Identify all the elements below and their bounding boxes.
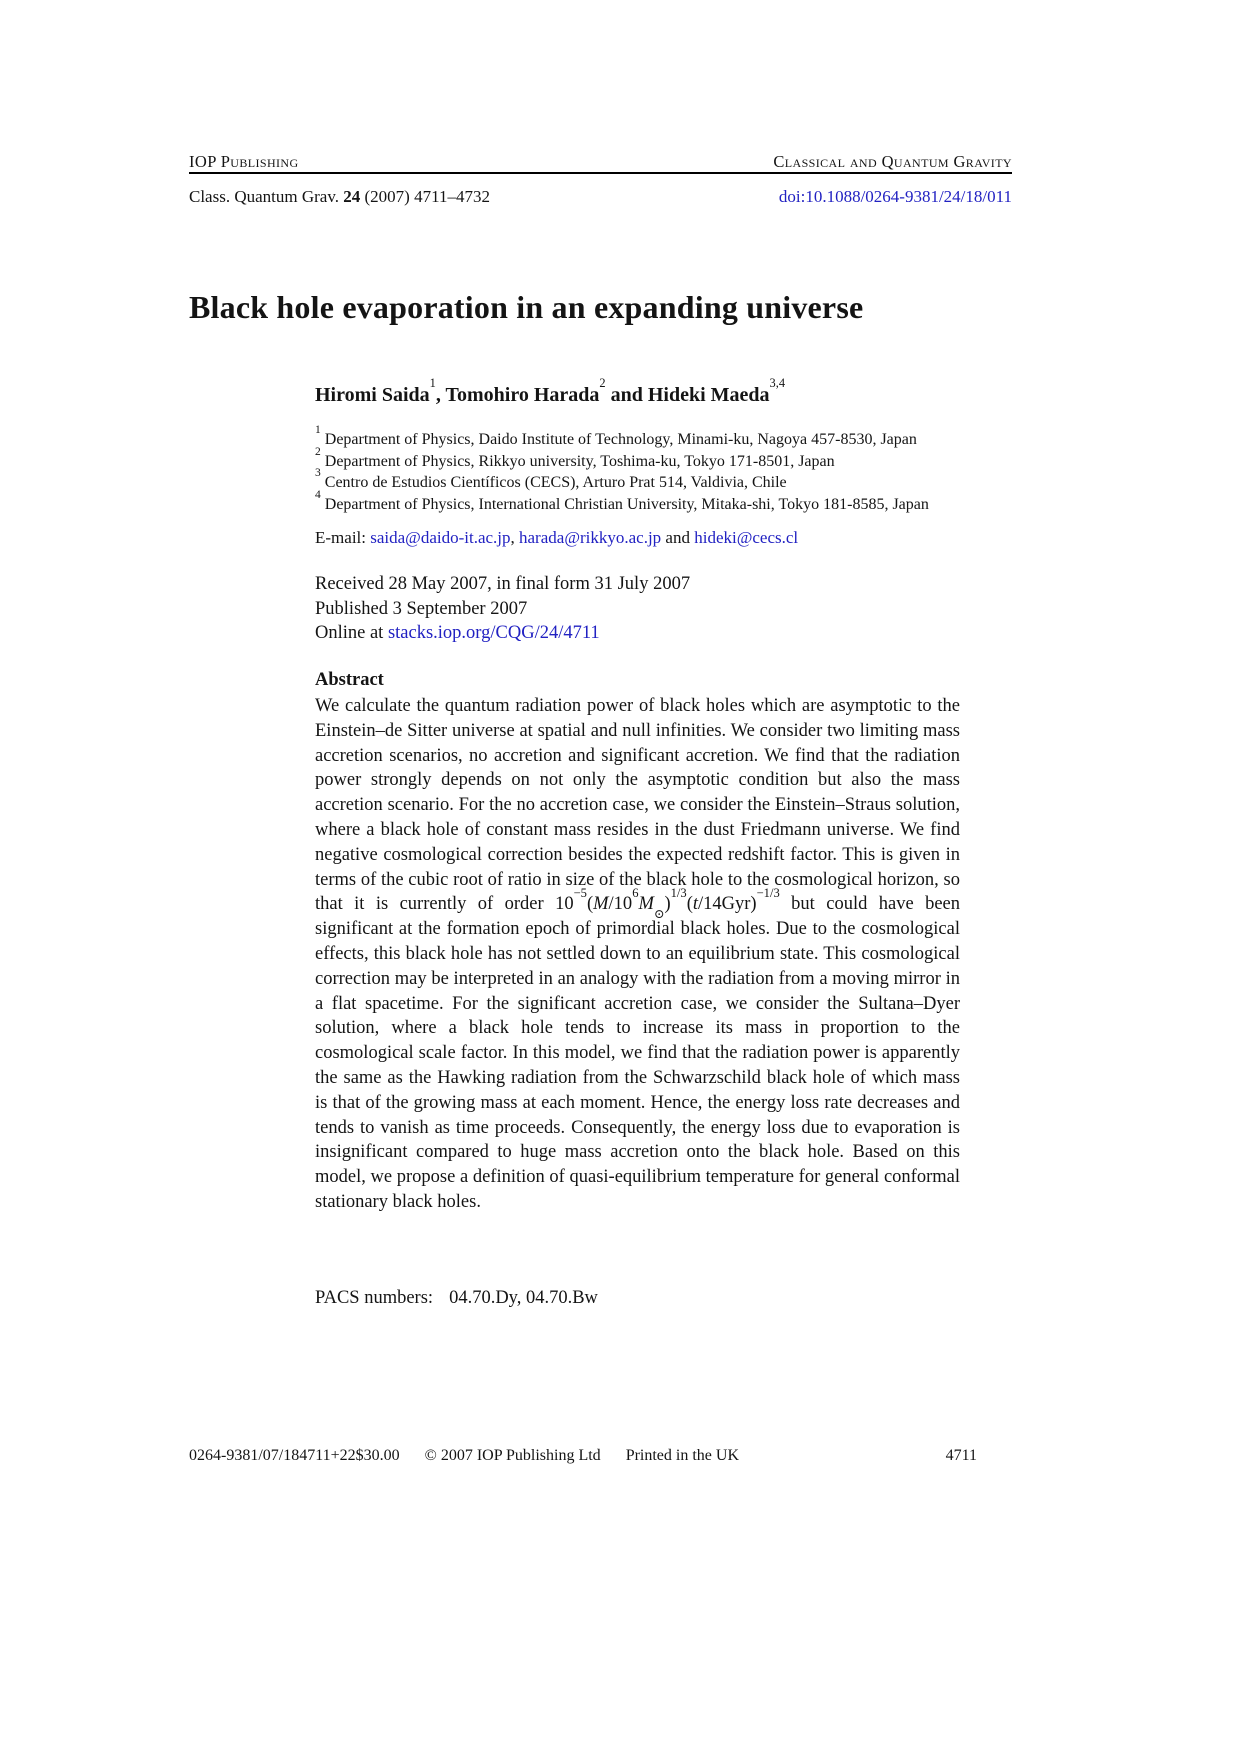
online-link[interactable]: stacks.iop.org/CQG/24/4711 bbox=[387, 623, 600, 643]
author-2: Tomohiro Harada bbox=[445, 384, 600, 406]
email-link-3[interactable]: hideki@cecs.cl bbox=[694, 528, 799, 547]
email-link-1[interactable]: saida@daido-it.ac.jp bbox=[370, 528, 511, 547]
affiliation-text: Department of Physics, International Christian University, Mitaka-shi, Tokyo 181-8585, Japan bbox=[324, 495, 929, 513]
citation-prefix: Class. Quantum Grav. bbox=[189, 187, 344, 206]
abstract-part-1: We calculate the quantum radiation power of black holes which are asymptotic to the Einstein–de Sitter universe at spatial and null infinities. We consider two limiting mass accretion scenarios, no accretion and significant accretion. We find that the radiation power strongly depends on not only the asymptotic condition but also the mass accretion scenario. For the no accretion case, we consider the Einstein–Straus solution, where a black hole of constant mass resides in the dust Friedmann universe. We find negative cosmological correction besides the expected redshift factor. This is given in terms of the cubic root of ratio in size of the black hole to the cosmological horizon, so that it is currently of order bbox=[315, 696, 960, 915]
affiliation-item bbox=[315, 467, 929, 494]
affiliation-text: Department of Physics, Daido Institute of Technology, Minami-ku, Nagoya 457-8530, Japan bbox=[324, 431, 917, 448]
abstract-part-2: but could have been significant at the formation epoch of primordial black holes. Due to the cosmological effects, this black hole has not settled down to an equilibrium state. This cosmological correction may be interpreted in an analogy with the radiation from a moving mirror in a flat spacetime. For the significant accretion case, we consider the Sultana–Dyer solution, where a black hole tends to increase its mass in proportion to the cosmological scale factor. In this model, we find that the radiation power is apparently the same as the Hawking radiation from the Schwarzschild black hole of which mass is that of the growing mass at each moment. Hence, the energy loss rate decreases and tends to vanish as time proceeds. Consequently, the energy loss due to evaporation is insignificant compared to huge mass accretion onto the black hole. Based on this model, we propose a definition of quasi-equilibrium temperature for general conformal stationary black holes. bbox=[315, 894, 961, 1212]
author-1: Hiromi Saida bbox=[315, 384, 430, 406]
author-1-affiliation-mark: 1 bbox=[429, 376, 436, 391]
affiliation-item bbox=[315, 488, 929, 516]
affiliations-list bbox=[315, 424, 929, 515]
citation-volume: 24 bbox=[343, 187, 361, 206]
pacs-line bbox=[315, 1288, 598, 1309]
citation bbox=[189, 187, 490, 207]
affiliation-text: Department of Physics, Rikkyo university, Toshima-ku, Tokyo 171-8501, Japan bbox=[324, 452, 835, 470]
header-rule bbox=[189, 172, 1012, 174]
affiliation-text: Centro de Estudios Científicos (CECS), Arturo Prat 514, Valdivia, Chile bbox=[324, 474, 787, 491]
email-separator: and bbox=[661, 528, 695, 547]
online-line bbox=[315, 621, 690, 646]
solar-mass-symbol: ⊙ bbox=[653, 906, 665, 921]
affiliation-number: 1 bbox=[315, 424, 321, 437]
citation-pages: (2007) 4711–4732 bbox=[360, 187, 490, 206]
affiliation-item bbox=[315, 424, 929, 451]
doi-link[interactable]: doi:10.1088/0264-9381/24/18/011 bbox=[778, 187, 1012, 206]
pacs-codes: 04.70.Dy, 04.70.Bw bbox=[449, 1288, 598, 1308]
journal-name: Classical and Quantum Gravity bbox=[773, 152, 1012, 171]
abstract-formula: $10^{-5}(M/10^6M_⊙)^{1/3}(t/14Gyr)^{-1/3}$ bbox=[555, 885, 780, 921]
affiliation-item bbox=[315, 445, 929, 473]
dates-block bbox=[315, 572, 690, 646]
footer-issn-price: 0264-9381/07/184711+22$30.00 bbox=[189, 1447, 400, 1464]
author-separator: , bbox=[435, 384, 446, 406]
footer-copyright: © 2007 IOP Publishing Ltd bbox=[424, 1447, 601, 1464]
citation-row bbox=[189, 187, 1012, 207]
journal-header bbox=[189, 152, 1012, 172]
email-link-2[interactable]: harada@rikkyo.ac.jp bbox=[519, 528, 662, 547]
email-label: E-mail: bbox=[315, 528, 371, 547]
publisher-name: IOP Publishing bbox=[189, 152, 299, 171]
abstract-text bbox=[315, 694, 960, 1215]
abstract-heading: Abstract bbox=[315, 670, 384, 690]
author-3-affiliation-mark: 3,4 bbox=[769, 376, 786, 391]
footer-printed: Printed in the UK bbox=[625, 1447, 740, 1464]
affiliation-number: 4 bbox=[315, 488, 321, 501]
author-separator: and bbox=[605, 384, 648, 406]
author-3: Hideki Maeda bbox=[647, 384, 770, 406]
author-2-affiliation-mark: 2 bbox=[599, 376, 606, 391]
affiliation-number: 2 bbox=[315, 445, 321, 458]
pacs-label: PACS numbers: bbox=[315, 1288, 434, 1308]
authors-line bbox=[315, 376, 786, 407]
email-separator: , bbox=[510, 528, 520, 547]
footer-left bbox=[189, 1447, 739, 1465]
online-label: Online at bbox=[315, 623, 388, 643]
affiliation-number: 3 bbox=[315, 467, 321, 480]
paper-title: Black hole evaporation in an expanding universe bbox=[189, 289, 864, 325]
email-line bbox=[315, 528, 798, 548]
page-number: 4711 bbox=[945, 1447, 977, 1464]
published-line: Published 3 September 2007 bbox=[315, 598, 528, 619]
page-footer bbox=[189, 1447, 1012, 1465]
received-line: Received 28 May 2007, in final form 31 July 2007 bbox=[315, 574, 691, 594]
